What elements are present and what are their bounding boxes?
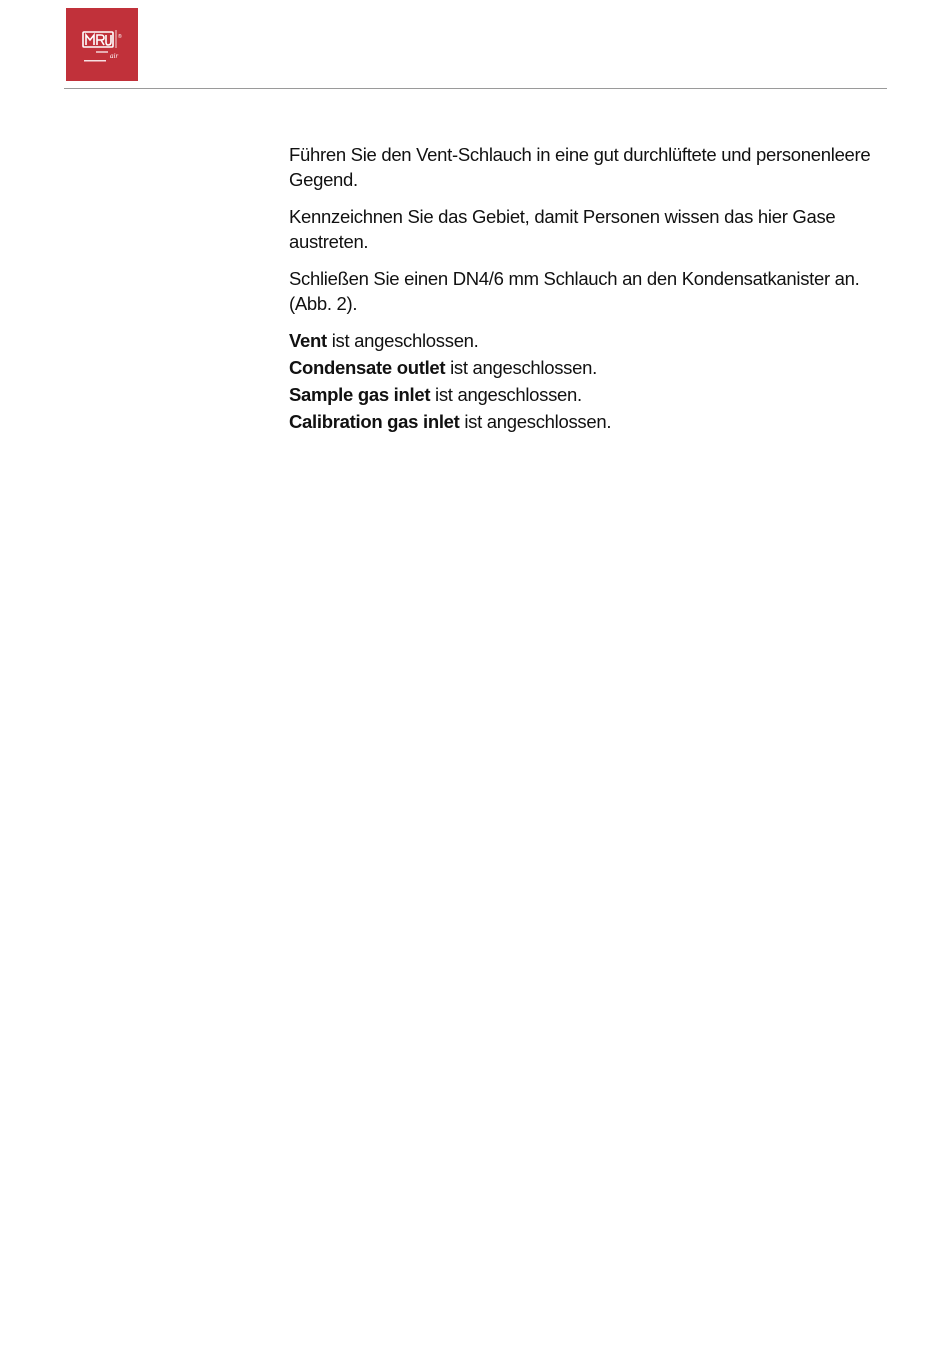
instruction-paragraph: Kennzeichnen Sie das Gebiet, damit Personen wissen das hier Gase austreten. <box>289 206 836 252</box>
instruction-paragraph: Führen Sie den Vent-Schlauch in eine gut durchlüftete und personenleere Gegend. <box>289 144 871 190</box>
svg-text:®: ® <box>118 34 122 40</box>
mru-logo-icon <box>66 8 138 81</box>
connection-checklist <box>289 328 879 434</box>
checklist-item-label: Sample gas inlet <box>289 384 431 405</box>
checklist-item-label: Calibration gas inlet <box>289 411 460 432</box>
checklist-item-status: ist angeschlossen. <box>459 411 612 432</box>
header-divider <box>64 88 887 89</box>
checklist-item-sample-gas-inlet <box>289 382 879 407</box>
instruction-paragraph: Schließen Sie einen DN4/6 mm Schlauch an den Kondensatkanister an. (Abb. 2). <box>289 268 860 314</box>
checklist-item-vent <box>289 328 879 353</box>
svg-text:air: air <box>110 52 119 60</box>
checklist-item-label: Condensate outlet <box>289 357 446 378</box>
checklist-item-calibration-gas-inlet <box>289 409 879 434</box>
instruction-body <box>289 142 879 436</box>
checklist-item-status: ist angeschlossen. <box>445 357 597 378</box>
checklist-item-status: ist angeschlossen. <box>326 330 479 351</box>
checklist-item-label: Vent <box>289 330 327 351</box>
checklist-item-status: ist angeschlossen. <box>430 384 582 405</box>
brand-logo <box>66 8 138 81</box>
checklist-item-condensate-outlet <box>289 355 879 380</box>
